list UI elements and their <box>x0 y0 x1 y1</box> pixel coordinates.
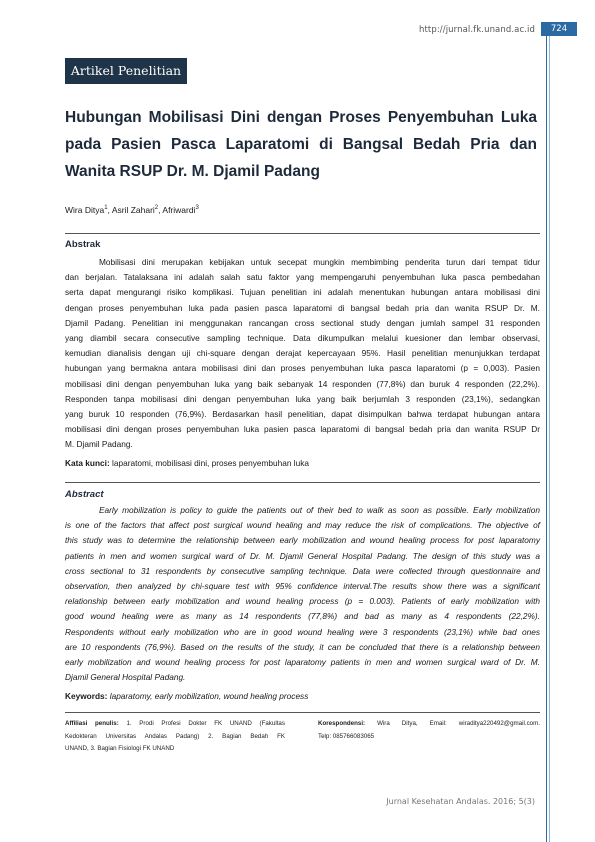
abstrak-line: yang diambil secara consecutive sampling technique. Data dikumpulkan melalui kuesioner dan lembar observasi, <box>65 333 540 344</box>
author-affiliation-mark: 3 <box>195 205 199 212</box>
abstrak-line: kemudian dianalisis dengan uji chi-square dengan derajat kepercayaan 95%. Hasil penelitian menunjukkan terdapat <box>65 348 540 359</box>
author-affiliation-mark: 2 <box>154 205 159 212</box>
abstrak-line: hubungan yang bermakna antara mobilisasi dini dan proses penyembuhan luka pasca laparatomi (p = 0,003). Pasien <box>65 363 540 374</box>
keywords-label: Keywords: <box>65 691 108 701</box>
section-divider <box>65 712 540 713</box>
abstrak-line: dengan proses penyembuhan luka pada pasien pasca laparatomi di bangsal bedah pria dan wanita RSUP Dr. M. <box>65 302 540 313</box>
affiliation-label: Affiliasi penulis: <box>65 720 119 727</box>
abstract-line: Respondents without early mobilization who are in good wound healing were 3 respondents (23,1%) while bad ones <box>65 626 540 637</box>
abstrak-line: yang buruk 10 responden (76,9%). Berdasarkan hasil penelitian, dapat disimpulkan bahwa terdapat hubungan antara <box>65 409 540 420</box>
abstract-line: is one of the factors that affect post surgical wound healing and may reduce the risk of complications. The objective of <box>65 520 540 531</box>
abstract-line: good wound healing were as many as 14 respondents (77,8%) and bad as many as 4 respondents (22,2%). <box>65 611 540 622</box>
kata-kunci <box>65 458 309 468</box>
abstrak-line: serta dapat mengurangi risiko komplikasi. Tujuan penelitian ini adalah menentukan hubungan antara mobilisasi dini <box>65 287 540 298</box>
section-divider <box>65 482 540 483</box>
page-number: 724 <box>541 22 577 36</box>
section-divider <box>65 233 540 234</box>
author-name: Asril Zahari <box>111 205 155 215</box>
abstract-body <box>65 503 540 685</box>
abstrak-body <box>65 255 540 453</box>
abstrak-line: Responden tanpa mobilisasi dini dengan penyembuhan luka yang baik berjumlah 3 responden (23,1%), sedangkan <box>65 393 540 404</box>
abstract-line: observation, then analyzed by chi-square test with 95% confidence interval.The results show there was a significant <box>65 581 540 592</box>
author-name: Afriwardi <box>162 205 196 215</box>
keywords-values: laparatomy, early mobilization, wound healing process <box>109 691 309 701</box>
abstrak-line: Djamil Padang. Penelitian ini menggunakan rancangan cross sectional study dengan jumlah sampel 31 responden <box>65 317 540 328</box>
correspondence-note: Korespondensi: Wira Ditya, Email: wiraditya220492@gmail.com. Telp: 085766083065 <box>318 720 540 740</box>
abstract-line: Early mobilization is policy to guide the patients out of their bed to walk as soon as possible. Early mobilization <box>99 505 540 515</box>
article-title: Hubungan Mobilisasi Dini dengan Proses Penyembuhan Luka pada Pasien Pasca Laparatomi di Bangsal Bedah Pria dan Wanita RSUP Dr. M. Djamil Padang <box>65 109 537 180</box>
abstract-line: early mobilization and wound healing process for post laparatomy patients in men and women surgical ward of Dr. M. <box>65 657 540 668</box>
kata-kunci-label: Kata kunci: <box>65 458 110 468</box>
abstract-line: relationship between early mobilization and wound healing process (p = 0.003). Patients of early mobilization with <box>65 596 540 607</box>
keywords <box>65 691 308 701</box>
abstrak-line: M. Djamil Padang. <box>65 439 133 450</box>
author-name: Wira Ditya <box>65 205 105 215</box>
abstrak-line: mobilisasi dini dengan proses penyembuhan luka pasien pasca laparatomi di bangsal bedah pria dan wanita RSUP Dr <box>65 424 540 435</box>
abstrak-line: dan berjalan. Tatalaksana ini adalah salah satu faktor yang mempengaruhi penyembuhan luka pasca pembedahan <box>65 272 540 283</box>
abstract-line: this study was to determine the relationship between early mobilization and wound healing process for post laparatomy <box>65 535 540 546</box>
abstract-heading: Abstract <box>65 489 104 500</box>
margin-rule <box>546 36 547 842</box>
abstract-line: cross sectional to 31 respondents by consecutive sampling technique. Data were collected through questionnaire and <box>65 565 540 576</box>
correspondence-label: Korespondensi: <box>318 720 366 727</box>
article-type-badge: Artikel Penelitian <box>65 58 187 84</box>
abstract-line: patients in men and women surgical ward of Dr. M. Djamil General Hospital Padang. The design of this study was a <box>65 550 540 561</box>
abstrak-line: Mobilisasi dini merupakan kebijakan untuk secepat mungkin membimbing penderita turun dari tempat tidur <box>99 257 540 267</box>
author-affiliation-mark: 1 <box>104 205 108 212</box>
abstrak-line: mobilisasi dini dengan penyembuhan luka yang baik sebanyak 14 responden (77,8%) dan buruk 4 responden (22,2%). <box>65 378 540 389</box>
abstract-line: Djamil General Hospital Padang. <box>65 672 186 683</box>
journal-reference: Jurnal Kesehatan Andalas. 2016; 5(3) <box>386 797 535 806</box>
abstract-line: are 10 respondents (76,9%). Based on the results of the study, it can be concluded that there is a relationship between <box>65 641 540 652</box>
author-list: Wira Ditya$^1$, Asril Zahari$^2$, Afriwardi$^3$ <box>65 205 199 215</box>
journal-url: http://jurnal.fk.unand.ac.id <box>418 25 535 35</box>
affiliation-note: Affiliasi penulis: 1. Prodi Profesi Dokter FK UNAND (Fakultas Kedokteran Universitas Andalas Padang) 2. Bagian Bedah FK UNAND, 3. Bagian Fisiologi FK UNAND <box>65 720 285 752</box>
kata-kunci-values: laparatomi, mobilisasi dini, proses penyembuhan luka <box>112 458 309 468</box>
margin-rule-secondary <box>549 36 550 842</box>
abstrak-heading: Abstrak <box>65 239 101 250</box>
